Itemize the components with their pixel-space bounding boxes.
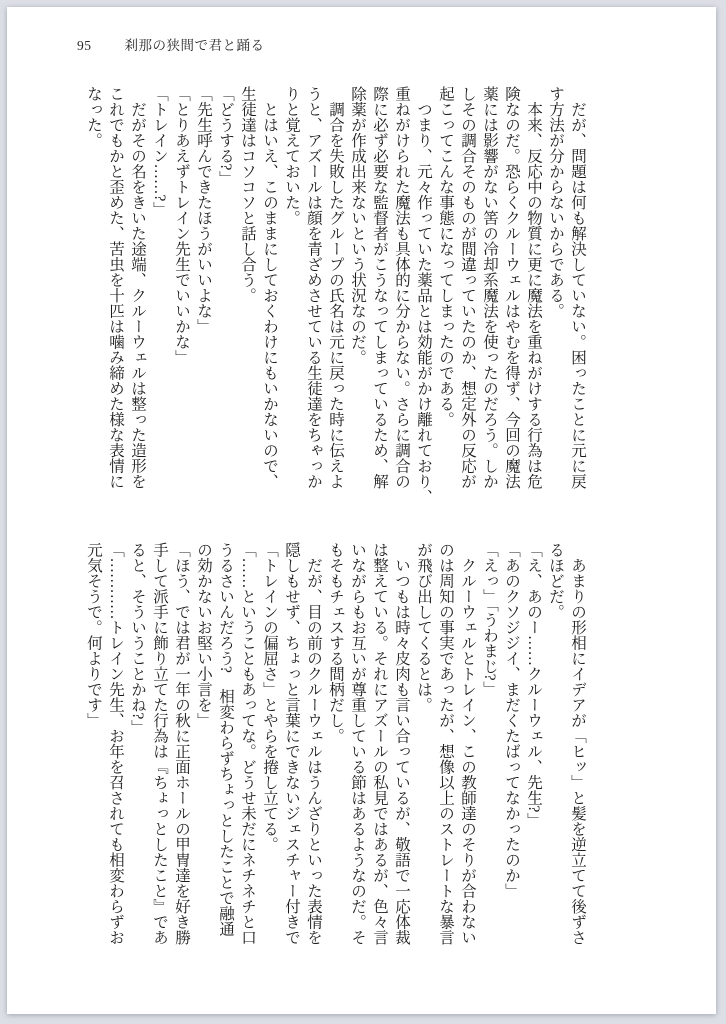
text-line: 起こってこんな事態になってしまったのである。 bbox=[437, 86, 454, 427]
text-line: 「あのクソジジイ、まだくたばってなかったのか」 bbox=[503, 542, 520, 899]
text-line: これでもかと歪めた、苦虫を十匹は噛み締めた様な表情に bbox=[107, 86, 124, 489]
text-line: うるさいんだろう? 相変わらずちょっとしたことで融通 bbox=[217, 542, 234, 937]
text-line: のは周知の事実であったが、想像以上のストレートな暴言 bbox=[437, 542, 454, 945]
text-line: は整えている。それにアズールの私見ではあるが、色々言 bbox=[371, 542, 388, 945]
text-line: 元気そうで。何よりです」 bbox=[85, 542, 102, 728]
text-line: 際に必ず必要な監督者がこうなってしまっているため、解 bbox=[371, 86, 388, 489]
text-line: なった。 bbox=[85, 86, 102, 148]
text-line: あまりの形相にイデアが「ヒッ」と髪を逆立てて後ずさ bbox=[569, 542, 586, 945]
text-line: もそもチェスする間柄だし。 bbox=[327, 542, 344, 744]
text-line: だが、問題は何も解決していない。困ったことに元に戻 bbox=[569, 86, 586, 489]
text-line: 「ほう、では君が一年の秋に正面ホールの甲冑達を好き勝 bbox=[173, 542, 190, 945]
text-line: 調合を失敗したグループの氏名は元に戻った時に伝えよ bbox=[327, 86, 344, 489]
text-block-upper bbox=[82, 86, 588, 526]
text-line: りと覚えておいた。 bbox=[283, 86, 300, 226]
running-head bbox=[77, 34, 265, 54]
text-line: だがその名をきいた途端、クルーウェルは整った造形を bbox=[129, 86, 146, 489]
text-line: 「トレイン……?」 bbox=[151, 86, 168, 217]
text-line: 手して派手に飾り立てた行為は『ちょっとしたこと』であ bbox=[151, 542, 168, 945]
text-line: 「先生呼んできたほうがいいよな」 bbox=[195, 86, 212, 334]
text-line: しその調合そのものが間違っていたのか、想定外の反応が bbox=[459, 86, 476, 489]
text-line: だが、目の前のクルーウェルはうんざりといった表情を bbox=[305, 542, 322, 945]
text-line: いながらもお互いが尊重している節はあるようなのだ。そ bbox=[349, 542, 366, 945]
text-line: 除薬が作成出来ないという状況なのだ。 bbox=[349, 86, 366, 365]
text-line: 「トレインの偏屈さ」とやらを捲し立てる。 bbox=[261, 542, 278, 852]
text-line: うと、アズールは顔を青ざめさせている生徒達をちゃっか bbox=[305, 86, 322, 489]
text-line: 隠しもせず、ちょっと言葉にできないジェスチャー付きで bbox=[283, 542, 300, 945]
text-block-lower bbox=[82, 542, 588, 982]
text-line: とはいえ、このままにしておくわけにもいかないので、 bbox=[261, 86, 278, 489]
text-line: 険なのだ。恐らくクルーウェルはやむを得ず、今回の魔法 bbox=[503, 86, 520, 489]
text-line: 本来、反応中の物質に更に魔法を重ねがけする行為は危 bbox=[525, 86, 542, 489]
text-line: 薬には影響がない筈の冷却系魔法を使ったのだろう。しか bbox=[481, 86, 498, 489]
text-line: 「とりあえずトレイン先生でいいかな」 bbox=[173, 86, 190, 365]
text-line: が飛び出してくるとは。 bbox=[415, 542, 432, 713]
text-line: 「…………トレイン先生、お年を召されても相変わらずお bbox=[107, 542, 124, 945]
text-line: 「……ということもあってな。どうせ未だにネチネチと口 bbox=[239, 542, 256, 945]
text-line: るほどだ。 bbox=[547, 542, 564, 620]
text-line: す方法が分からないからである。 bbox=[547, 86, 564, 319]
chapter-title: 刹那の狭間で君と踊る bbox=[124, 38, 265, 53]
text-line: つまり、元々作っていた薬品とは効能がかけ離れており、 bbox=[415, 86, 432, 505]
text-line: の効かないお堅い小言を」 bbox=[195, 542, 212, 728]
text-line: ると、そういうことかね?」 bbox=[129, 542, 146, 735]
text-line: 生徒達はコソコソと話し合う。 bbox=[239, 86, 256, 303]
text-line: いつもは時々皮肉も言い合っているが、敬語で一応体裁 bbox=[393, 542, 410, 945]
text-line: 「どうする?」 bbox=[217, 86, 234, 186]
page-number: 95 bbox=[77, 38, 92, 53]
text-line: 「え、あのー……クルーウェル、先生?」 bbox=[525, 542, 542, 828]
text-line: クルーウェルとトレイン、この教師達のそりが合わない bbox=[459, 542, 476, 945]
text-line: 「えっ」「うわまじ?」 bbox=[481, 542, 498, 697]
book-page bbox=[7, 7, 716, 1014]
text-line: 重ねがけられた魔法も具体的に分からない。さらに調合の bbox=[393, 86, 410, 489]
